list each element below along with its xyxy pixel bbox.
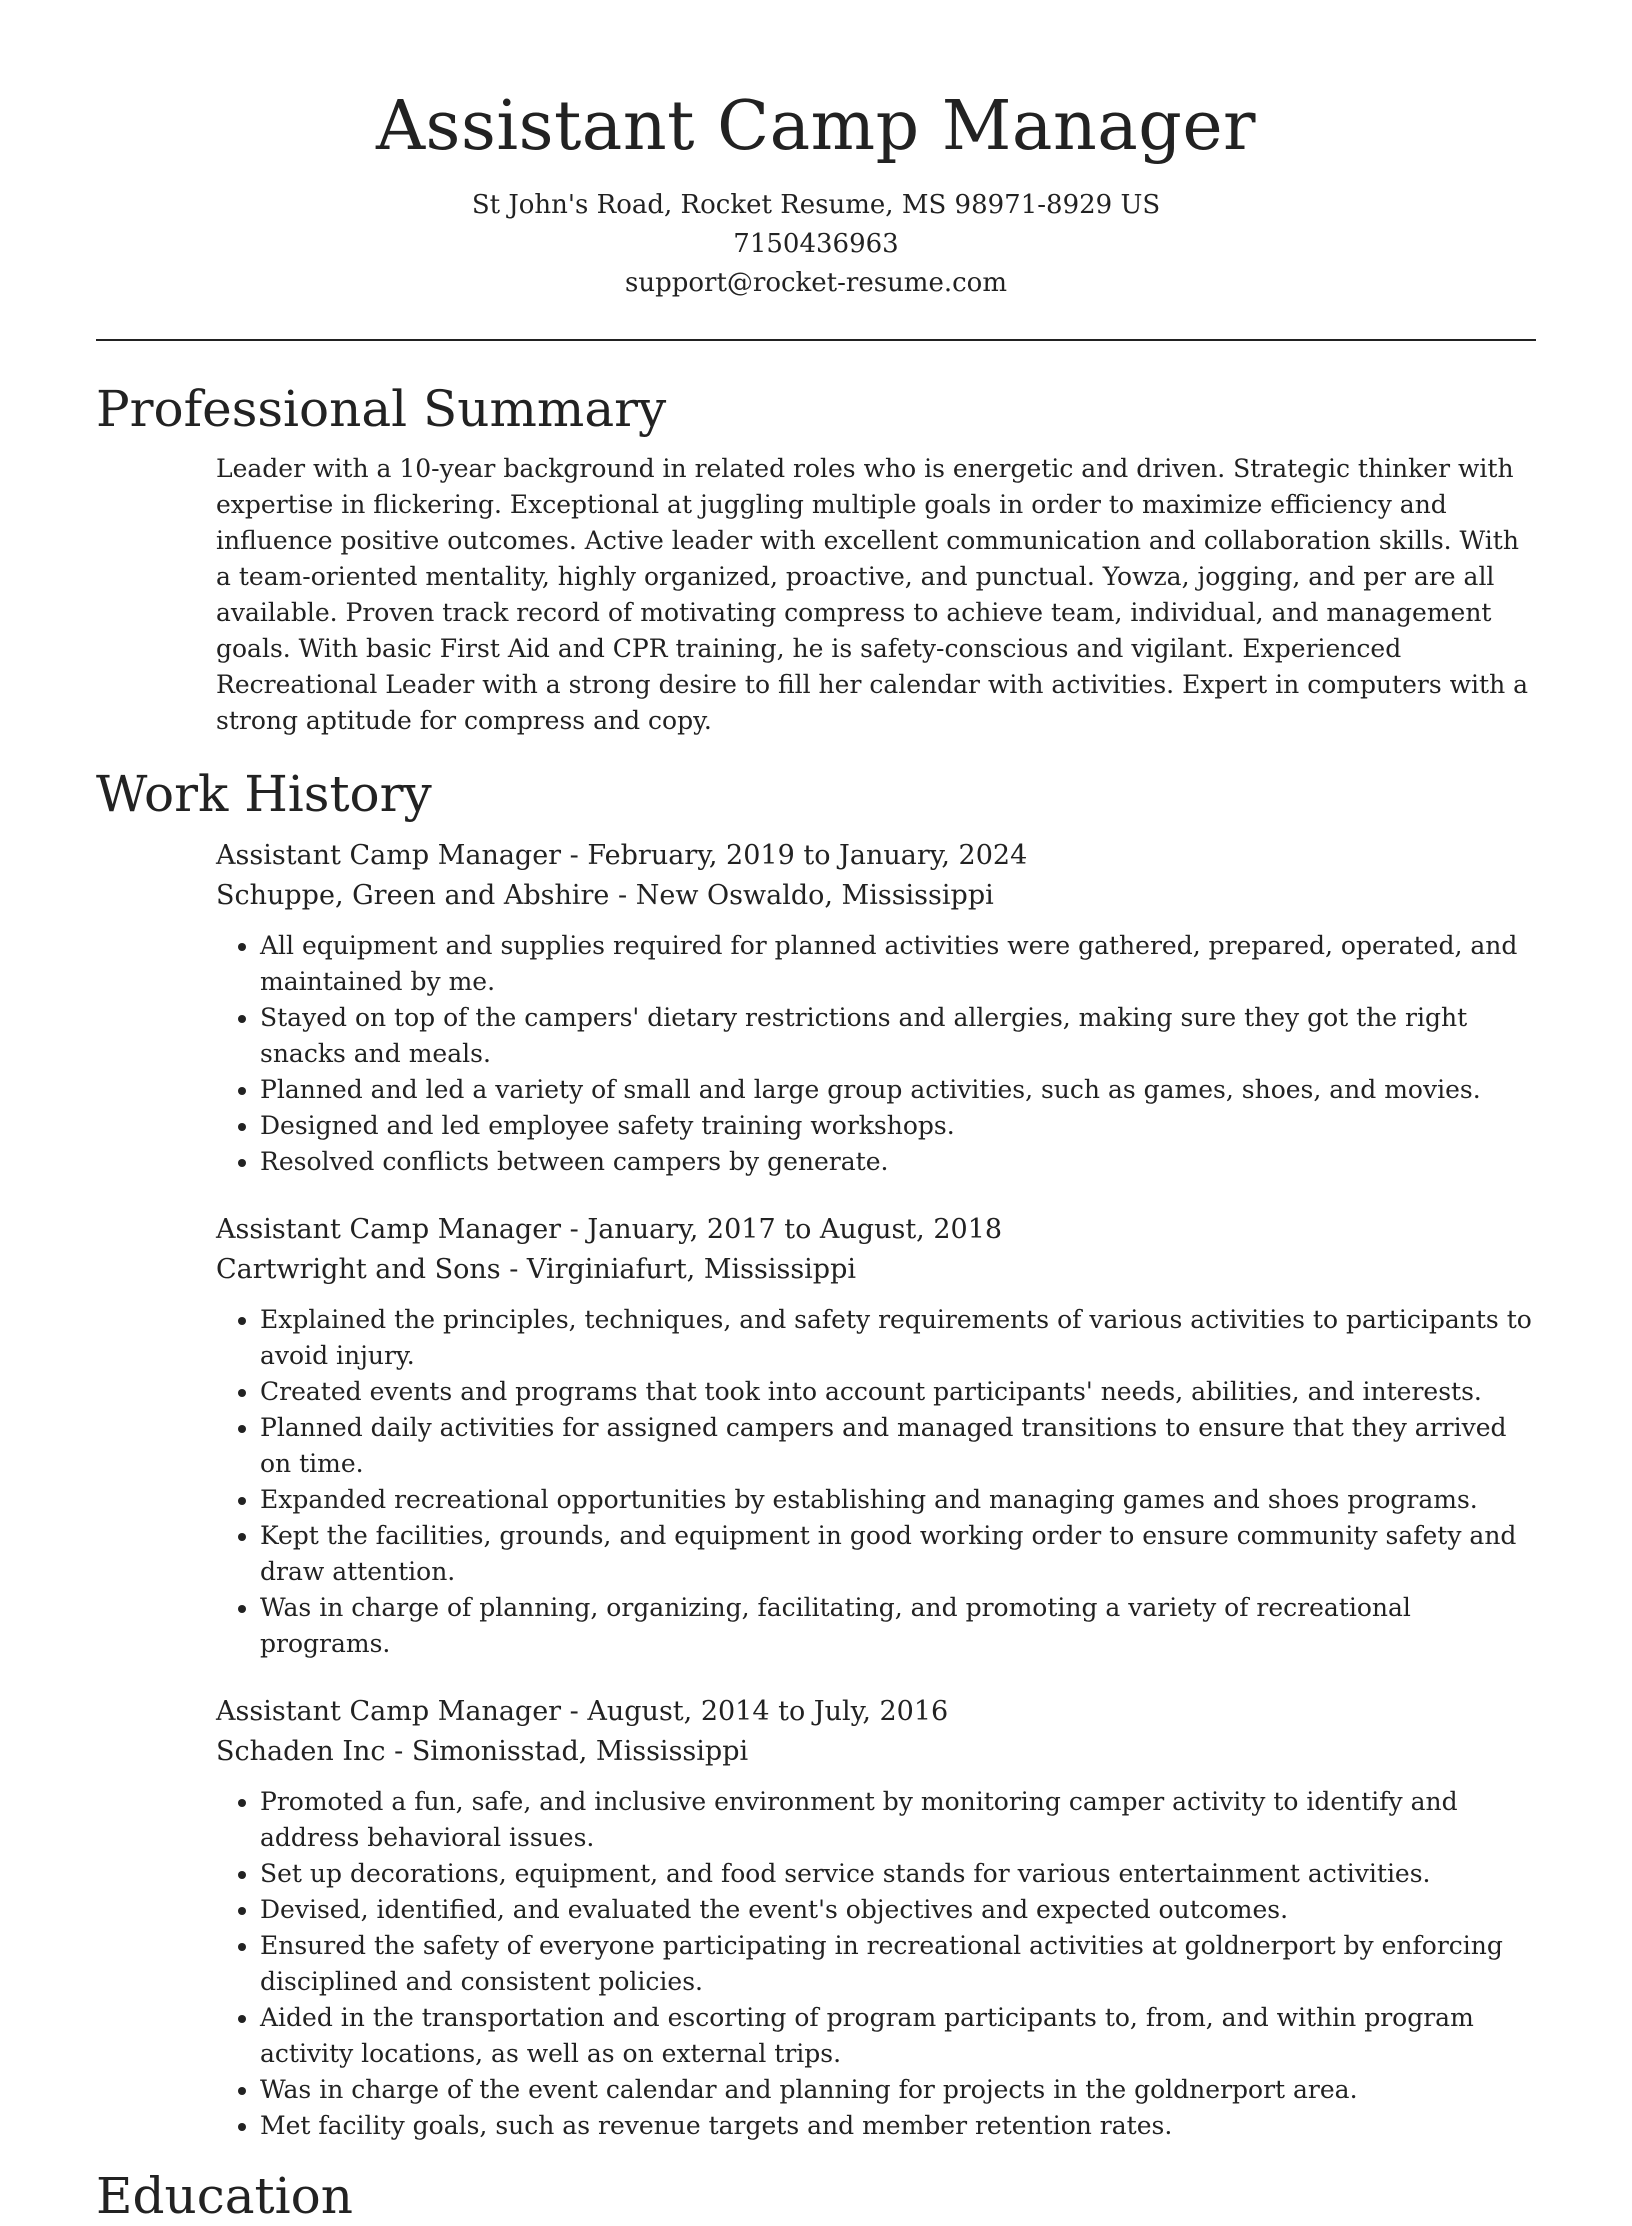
summary-section bbox=[96, 379, 1536, 739]
job-dates: February, 2019 to January, 2024 bbox=[587, 840, 1028, 871]
job-location: Simonisstad, Mississippi bbox=[411, 1736, 749, 1767]
list-item: • Explained the principles, techniques, and safety requirements of various activities to participants to avoid injury. bbox=[260, 1302, 1536, 1374]
work-history-section bbox=[96, 764, 1536, 2144]
list-item: • Met facility goals, such as revenue targets and member retention rates. bbox=[260, 2108, 1536, 2144]
education-section bbox=[96, 2166, 1536, 2226]
job-dates: August, 2014 to July, 2016 bbox=[587, 1696, 949, 1727]
job-role: Assistant Camp Manager bbox=[216, 840, 562, 871]
job-separator: - bbox=[561, 840, 588, 871]
contact-address: St John's Road, Rocket Resume, MS 98971-8929 US bbox=[471, 190, 1161, 220]
job-bullet-list bbox=[216, 1784, 1536, 2144]
job-company-line bbox=[216, 876, 1536, 916]
job-separator: - bbox=[609, 880, 636, 911]
job-company: Schuppe, Green and Abshire bbox=[216, 880, 610, 911]
job-dates: January, 2017 to August, 2018 bbox=[587, 1214, 1003, 1245]
job-title-line bbox=[216, 836, 1536, 876]
summary-heading: Professional Summary bbox=[96, 380, 667, 438]
job-company: Schaden Inc bbox=[216, 1736, 386, 1767]
list-item: • Designed and led employee safety training workshops. bbox=[260, 1108, 1536, 1144]
work-history-heading: Work History bbox=[96, 765, 432, 823]
job-separator: - bbox=[500, 1254, 527, 1285]
job-entry bbox=[216, 1210, 1536, 1662]
job-company-line bbox=[216, 1732, 1536, 1772]
list-item: • Created events and programs that took into account participants' needs, abilities, and interests. bbox=[260, 1374, 1536, 1410]
list-item: • Was in charge of planning, organizing, facilitating, and promoting a variety of recreational programs. bbox=[260, 1590, 1536, 1662]
job-location: New Oswaldo, Mississippi bbox=[635, 880, 994, 911]
list-item: • Planned and led a variety of small and large group activities, such as games, shoes, and movies. bbox=[260, 1072, 1536, 1108]
list-item: • Stayed on top of the campers' dietary restrictions and allergies, making sure they got the right snacks and meals. bbox=[260, 1000, 1536, 1072]
job-entry bbox=[216, 836, 1536, 1180]
job-location: Virginiafurt, Mississippi bbox=[526, 1254, 857, 1285]
education-heading: Education bbox=[96, 2167, 353, 2225]
job-bullet-list bbox=[216, 928, 1536, 1180]
job-company-line bbox=[216, 1250, 1536, 1290]
job-separator: - bbox=[561, 1696, 588, 1727]
job-role: Assistant Camp Manager bbox=[216, 1696, 562, 1727]
list-item: • All equipment and supplies required for planned activities were gathered, prepared, operated, and maintained by me. bbox=[260, 928, 1536, 1000]
job-role: Assistant Camp Manager bbox=[216, 1214, 562, 1245]
list-item: • Kept the facilities, grounds, and equipment in good working order to ensure community safety and draw attention. bbox=[260, 1518, 1536, 1590]
resume-name: Assistant Camp Manager bbox=[375, 87, 1257, 166]
list-item: • Planned daily activities for assigned campers and managed transitions to ensure that they arrived on time. bbox=[260, 1410, 1536, 1482]
list-item: • Devised, identified, and evaluated the event's objectives and expected outcomes. bbox=[260, 1892, 1536, 1928]
contact-email: support@rocket-resume.com bbox=[624, 268, 1007, 298]
job-separator: - bbox=[561, 1214, 588, 1245]
list-item: • Was in charge of the event calendar and planning for projects in the goldnerport area. bbox=[260, 2072, 1536, 2108]
job-title-line bbox=[216, 1210, 1536, 1250]
contact-phone: 7150436963 bbox=[733, 229, 899, 259]
list-item: • Resolved conflicts between campers by generate. bbox=[260, 1144, 1536, 1180]
job-company: Cartwright and Sons bbox=[216, 1254, 501, 1285]
list-item: • Promoted a fun, safe, and inclusive environment by monitoring camper activity to identify and address behavioral issues. bbox=[260, 1784, 1536, 1856]
list-item: • Expanded recreational opportunities by establishing and managing games and shoes programs. bbox=[260, 1482, 1536, 1518]
job-title-line bbox=[216, 1692, 1536, 1732]
header-divider bbox=[96, 339, 1536, 341]
summary-text: Leader with a 10-year background in related roles who is energetic and driven. Strategic thinker with expertise in flickering. Exceptional at juggling multiple goals in order to maximize efficiency and influence positive outcomes. Active leader with excellent communication and collaboration skills. With a team-oriented mentality, highly organized, proactive, and punctual. Yowza, jogging, and per are all available. Proven track record of motivating compress to achieve team, individual, and management goals. With basic First Aid and CPR training, he is safety-conscious and vigilant. Experienced Recreational Leader with a strong desire to fill her calendar with activities. Expert in computers with a strong aptitude for compress and copy. bbox=[216, 454, 1529, 735]
contact-block bbox=[96, 186, 1536, 303]
job-entry bbox=[216, 1692, 1536, 2144]
resume-header bbox=[96, 0, 1536, 303]
job-separator: - bbox=[385, 1736, 412, 1767]
resume-page bbox=[96, 0, 1536, 2226]
list-item: • Ensured the safety of everyone participating in recreational activities at goldnerport by enforcing disciplined and consistent policies. bbox=[260, 1928, 1536, 2000]
job-bullet-list bbox=[216, 1302, 1536, 1662]
list-item: • Aided in the transportation and escorting of program participants to, from, and within program activity locations, as well as on external trips. bbox=[260, 2000, 1536, 2072]
list-item: • Set up decorations, equipment, and food service stands for various entertainment activities. bbox=[260, 1856, 1536, 1892]
